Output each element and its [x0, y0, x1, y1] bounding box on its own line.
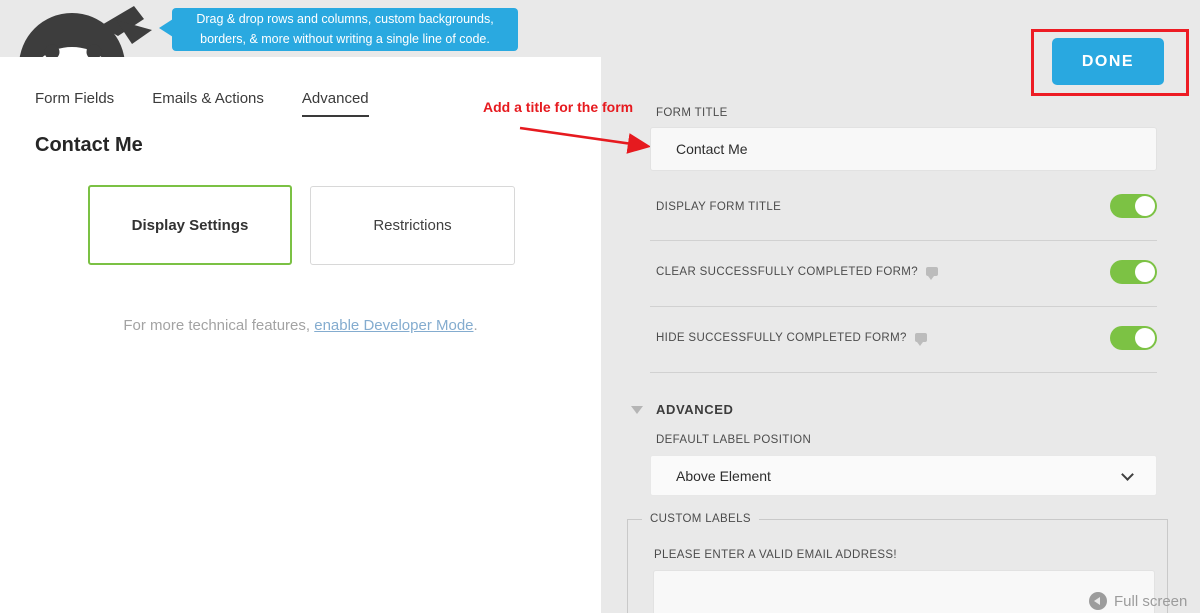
valid-email-label: PLEASE ENTER A VALID EMAIL ADDRESS! [654, 549, 897, 561]
custom-labels-legend: CUSTOM LABELS [642, 513, 759, 525]
tab-advanced[interactable]: Advanced [302, 90, 369, 117]
display-form-title-label [656, 201, 781, 213]
tooltip-line-2: borders, & more without writing a single line of code. [200, 31, 490, 46]
hide-completed-form-toggle[interactable] [1110, 326, 1157, 350]
done-button[interactable]: DONE [1052, 38, 1164, 85]
restrictions-card[interactable]: Restrictions [310, 186, 515, 265]
chevron-down-icon [1121, 468, 1134, 481]
form-title-input[interactable] [650, 127, 1157, 171]
display-settings-card[interactable]: Display Settings [88, 185, 292, 265]
developer-mode-note [0, 317, 601, 334]
toggle-knob [1135, 196, 1155, 216]
form-name-heading: Contact Me [35, 134, 143, 156]
tab-form-fields[interactable]: Form Fields [35, 90, 115, 107]
drag-drop-tooltip [172, 8, 518, 51]
valid-email-input[interactable] [653, 570, 1155, 613]
annotation-text: Add a title for the form [483, 99, 634, 115]
dev-note-prefix: For more technical features, [123, 317, 315, 334]
divider [650, 372, 1157, 373]
default-label-position-label: DEFAULT LABEL POSITION [656, 434, 812, 446]
builder-tabs [35, 90, 369, 117]
clear-completed-form-toggle[interactable] [1110, 260, 1157, 284]
full-screen-control[interactable] [1089, 592, 1187, 610]
annotation-arrow-icon [514, 120, 664, 154]
hide-completed-form-text: HIDE SUCCESSFULLY COMPLETED FORM? [656, 332, 907, 344]
ninja-forms-logo-icon [8, 4, 158, 57]
enable-developer-mode-link[interactable]: enable Developer Mode [314, 317, 474, 334]
dev-note-suffix: . [473, 317, 478, 334]
toggle-knob [1135, 328, 1155, 348]
selected-option-text: Above Element [676, 467, 771, 484]
tooltip-line-1: Drag & drop rows and columns, custom backgrounds, [196, 12, 494, 27]
back-arrow-icon [1089, 592, 1107, 610]
tooltip-arrow-icon [159, 19, 173, 37]
advanced-section-title[interactable]: ADVANCED [656, 402, 734, 417]
display-form-title-text: DISPLAY FORM TITLE [656, 201, 782, 213]
help-tooltip-icon[interactable] [915, 333, 927, 342]
clear-completed-form-label [656, 266, 938, 278]
divider [650, 240, 1157, 241]
divider [650, 306, 1157, 307]
collapse-arrow-icon[interactable] [631, 406, 643, 414]
form-title-label: FORM TITLE [656, 107, 728, 119]
hide-completed-form-label [656, 332, 927, 344]
default-label-position-select[interactable] [650, 455, 1157, 496]
clear-completed-form-text: CLEAR SUCCESSFULLY COMPLETED FORM? [656, 266, 918, 278]
full-screen-label: Full screen [1114, 592, 1188, 610]
help-tooltip-icon[interactable] [926, 267, 938, 276]
toggle-knob [1135, 262, 1155, 282]
display-form-title-toggle[interactable] [1110, 194, 1157, 218]
tab-emails-actions[interactable]: Emails & Actions [152, 90, 264, 107]
